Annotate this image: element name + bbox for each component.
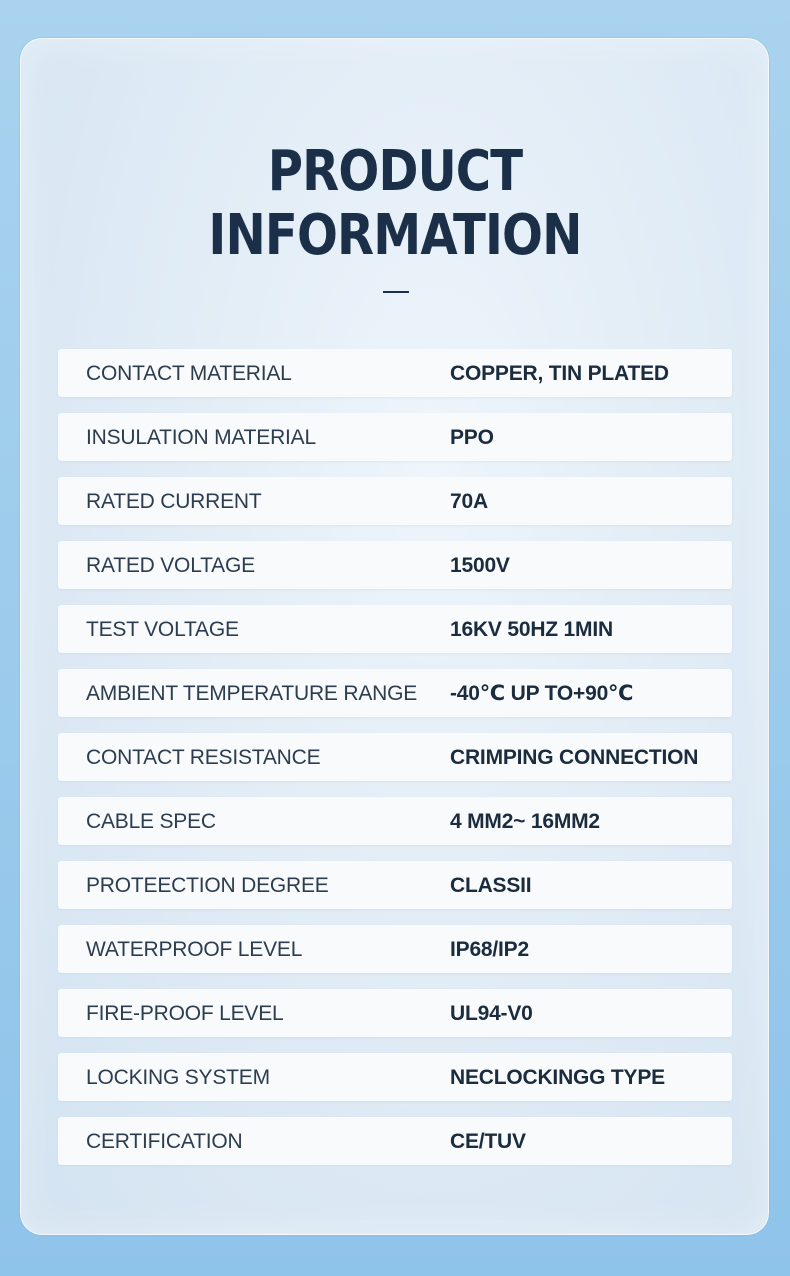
- spec-value: 4 MM2~ 16MM2: [450, 810, 600, 833]
- spec-value: 70A: [450, 490, 488, 513]
- spec-value: CLASSII: [450, 874, 532, 897]
- spec-row-rated-voltage: [58, 541, 732, 589]
- spec-label: PROTEECTION DEGREE: [86, 874, 329, 897]
- spec-label: TEST VOLTAGE: [86, 618, 239, 641]
- spec-value: UL94-V0: [450, 1002, 533, 1025]
- spec-label: AMBIENT TEMPERATURE RANGE: [86, 682, 418, 705]
- spec-value: COPPER, TIN PLATED: [450, 362, 669, 385]
- spec-row-contact-resistance: [58, 733, 732, 781]
- page-title-line-1: PRODUCT: [267, 139, 523, 204]
- spec-label: CONTACT MATERIAL: [86, 362, 292, 385]
- spec-value: -40℃ UP TO+90℃: [450, 682, 634, 705]
- spec-row-waterproof-level: [58, 925, 732, 973]
- spec-label: FIRE-PROOF LEVEL: [86, 1002, 284, 1025]
- spec-value: PPO: [450, 426, 494, 449]
- spec-value: IP68/IP2: [450, 938, 529, 961]
- spec-row-ambient-temperature-range: [58, 669, 732, 717]
- spec-label: CONTACT RESISTANCE: [86, 746, 321, 769]
- spec-label: RATED CURRENT: [86, 490, 262, 513]
- spec-value: NECLOCKINGG TYPE: [450, 1066, 665, 1089]
- spec-table: [58, 349, 732, 1181]
- spec-value: CRIMPING CONNECTION: [450, 746, 699, 769]
- spec-value: CE/TUV: [450, 1130, 526, 1153]
- spec-value: 16KV 50HZ 1MIN: [450, 618, 613, 641]
- spec-value: 1500V: [450, 554, 510, 577]
- spec-label: WATERPROOF LEVEL: [86, 938, 303, 961]
- spec-row-contact-material: [58, 349, 732, 397]
- spec-row-cable-spec: [58, 797, 732, 845]
- page-title-line-2: INFORMATION: [208, 203, 582, 268]
- spec-row-fire-proof-level: [58, 989, 732, 1037]
- spec-label: RATED VOLTAGE: [86, 554, 255, 577]
- spec-label: INSULATION MATERIAL: [86, 426, 316, 449]
- spec-label: CABLE SPEC: [86, 810, 216, 833]
- spec-row-certification: [58, 1117, 732, 1165]
- spec-row-locking-system: [58, 1053, 732, 1101]
- spec-row-rated-current: [58, 477, 732, 525]
- spec-label: LOCKING SYSTEM: [86, 1066, 270, 1089]
- spec-row-test-voltage: [58, 605, 732, 653]
- title-divider: [383, 291, 409, 293]
- spec-row-protection-degree: [58, 861, 732, 909]
- spec-row-insulation-material: [58, 413, 732, 461]
- spec-label: CERTIFICATION: [86, 1130, 243, 1153]
